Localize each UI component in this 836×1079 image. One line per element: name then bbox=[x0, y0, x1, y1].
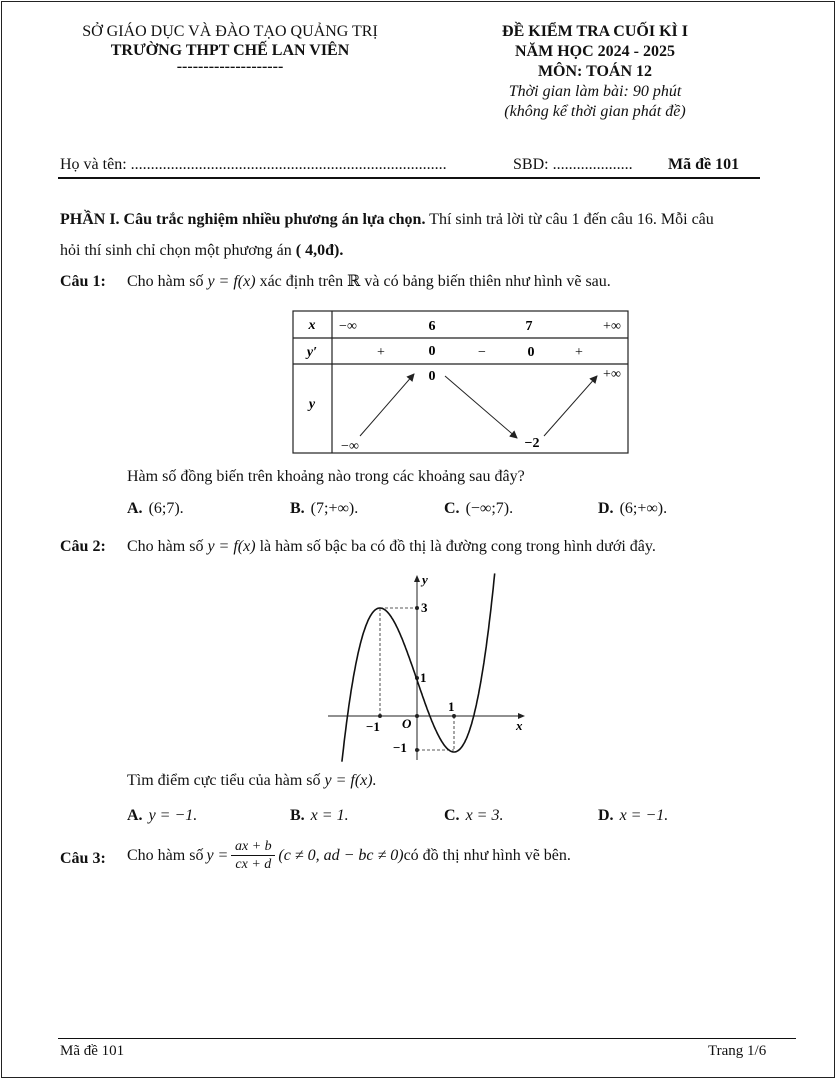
table-x-label: x bbox=[308, 318, 316, 333]
q1-option-a-label: A. bbox=[127, 500, 143, 517]
school-year: NĂM HỌC 2024 - 2025 bbox=[515, 43, 675, 60]
name-field-label: Họ và tên: ............................................................................... bbox=[60, 156, 447, 173]
table-y-val-2: −2 bbox=[524, 436, 540, 451]
q3-label: Câu 3: bbox=[60, 850, 106, 867]
q3-condition: (c ≠ 0, ad − bc ≠ 0) bbox=[278, 846, 404, 864]
q1-stem bbox=[127, 267, 611, 297]
table-yp-val-1: 0 bbox=[428, 344, 436, 359]
footer-page-number: Trang 1/6 bbox=[708, 1043, 767, 1059]
q3-fraction bbox=[231, 838, 275, 873]
table-x-val-2: 7 bbox=[525, 319, 533, 334]
q1-text-a: Cho hàm số bbox=[127, 273, 208, 290]
part1-intro bbox=[60, 205, 800, 235]
q1-option-d-value: (6;+∞). bbox=[619, 500, 668, 517]
q1-text-b: xác định trên bbox=[255, 273, 348, 290]
exam-title: ĐỀ KIỂM TRA CUỐI KÌ I bbox=[502, 23, 688, 40]
q1-option-b[interactable] bbox=[290, 500, 358, 518]
q2-stem bbox=[127, 532, 656, 562]
q3-text-a: Cho hàm số bbox=[127, 846, 204, 864]
q1-label: Câu 1: bbox=[60, 273, 106, 290]
part1-desc-1: Thí sinh trả lời từ câu 1 đến câu 16. Mỗi câu bbox=[425, 211, 714, 228]
cubic-graph bbox=[320, 570, 532, 765]
q3-stem bbox=[127, 838, 571, 873]
q2-option-d[interactable] bbox=[598, 807, 668, 825]
q2-option-a-value: y = −1. bbox=[148, 807, 198, 824]
q1-func: y = f(x) bbox=[207, 273, 256, 290]
table-yp-val-2: − bbox=[478, 345, 486, 360]
origin-label: O bbox=[402, 716, 412, 731]
exam-code: Mã đề 101 bbox=[668, 156, 740, 173]
part1-title: PHẦN I. Câu trắc nghiệm nhiều phương án lựa chọn. bbox=[60, 211, 426, 228]
exam-time: Thời gian làm bài: 90 phút bbox=[508, 83, 682, 100]
q2-option-a[interactable] bbox=[127, 807, 197, 825]
footer-exam-code: Mã đề 101 bbox=[60, 1043, 125, 1059]
q3-denominator: cx + d bbox=[235, 857, 272, 872]
graph-label-y3: 3 bbox=[421, 600, 428, 615]
q1-option-c-label: C. bbox=[444, 500, 460, 517]
cubic-curve bbox=[342, 573, 495, 761]
exam-time-note: (không kể thời gian phát đề) bbox=[504, 103, 686, 120]
q2-question-func: y = f(x). bbox=[324, 772, 377, 789]
table-yprime-label: y′ bbox=[306, 345, 318, 360]
q2-func: y = f(x) bbox=[207, 538, 256, 555]
q2-option-a-label: A. bbox=[127, 807, 143, 824]
subject: MÔN: TOÁN 12 bbox=[537, 63, 653, 80]
part1-points: ( 4,0đ). bbox=[295, 242, 344, 259]
q2-question bbox=[127, 766, 377, 796]
table-x-val-3: +∞ bbox=[603, 319, 621, 334]
arrow-increasing-1 bbox=[360, 374, 414, 436]
q1-option-b-label: B. bbox=[290, 500, 305, 517]
table-yp-val-3: 0 bbox=[527, 345, 535, 360]
q1-option-d[interactable] bbox=[598, 500, 667, 518]
q2-option-c[interactable] bbox=[444, 807, 503, 825]
q2-option-d-value: x = −1. bbox=[619, 807, 669, 824]
sbd-field-label: SBD: .................... bbox=[513, 156, 633, 173]
q2-option-c-label: C. bbox=[444, 807, 460, 824]
q2-option-c-value: x = 3. bbox=[465, 807, 504, 824]
q2-option-b-value: x = 1. bbox=[310, 807, 349, 824]
footer-rule bbox=[58, 1038, 796, 1039]
q2-option-b-label: B. bbox=[290, 807, 305, 824]
q2-option-b[interactable] bbox=[290, 807, 349, 825]
table-yp-val-0: + bbox=[377, 345, 385, 360]
table-yp-val-4: + bbox=[575, 345, 583, 360]
variation-table bbox=[292, 310, 630, 456]
q1-option-b-value: (7;+∞). bbox=[310, 500, 359, 517]
table-y-val-3: +∞ bbox=[603, 367, 621, 382]
arrow-decreasing bbox=[445, 376, 517, 438]
graph-label-y1: 1 bbox=[420, 670, 427, 685]
q1-option-a[interactable] bbox=[127, 500, 184, 518]
table-y-val-1: 0 bbox=[428, 369, 436, 384]
q1-option-c-value: (−∞;7). bbox=[465, 500, 514, 517]
arrow-increasing-2 bbox=[544, 376, 597, 436]
table-x-val-1: 6 bbox=[428, 319, 436, 334]
part1-desc-2: hỏi thí sinh chỉ chọn một phương án bbox=[60, 242, 296, 259]
q1-text-c: và có bảng biến thiên như hình vẽ sau. bbox=[360, 273, 611, 290]
table-x-val-0: −∞ bbox=[339, 319, 357, 334]
header-rule bbox=[58, 177, 760, 179]
q3-func-lhs: y = bbox=[206, 846, 229, 864]
graph-label-x1: 1 bbox=[448, 699, 455, 714]
dept-name: SỞ GIÁO DỤC VÀ ĐÀO TẠO QUẢNG TRỊ bbox=[82, 23, 378, 40]
table-y-label: y bbox=[308, 397, 316, 412]
q1-option-c[interactable] bbox=[444, 500, 513, 518]
graph-label-xm1: −1 bbox=[366, 719, 380, 734]
q2-text-a: Cho hàm số bbox=[127, 538, 208, 555]
q1-option-a-value: (6;7). bbox=[148, 500, 184, 517]
q2-label: Câu 2: bbox=[60, 538, 106, 555]
q2-text-b: là hàm số bậc ba có đồ thị là đường cong trong hình dưới đây. bbox=[255, 538, 656, 555]
x-axis-label: x bbox=[516, 718, 523, 733]
graph-label-ym1: −1 bbox=[393, 740, 407, 755]
q2-option-d-label: D. bbox=[598, 807, 614, 824]
q3-text-b: có đồ thị như hình vẽ bên. bbox=[403, 846, 571, 864]
q1-real-set: ℝ bbox=[347, 273, 361, 290]
part1-intro-line2 bbox=[60, 236, 343, 266]
q3-numerator: ax + b bbox=[235, 839, 272, 854]
q1-option-d-label: D. bbox=[598, 500, 614, 517]
school-name: TRƯỜNG THPT CHẾ LAN VIÊN bbox=[110, 42, 350, 59]
header-dashes: -------------------- bbox=[176, 58, 284, 75]
q2-question-text: Tìm điểm cực tiểu của hàm số bbox=[127, 772, 325, 789]
y-axis-label: y bbox=[422, 572, 428, 587]
q1-question: Hàm số đồng biến trên khoảng nào trong các khoảng sau đây? bbox=[127, 468, 525, 485]
header-left bbox=[30, 22, 430, 74]
table-y-val-0: −∞ bbox=[341, 439, 359, 454]
header-right bbox=[440, 22, 750, 122]
